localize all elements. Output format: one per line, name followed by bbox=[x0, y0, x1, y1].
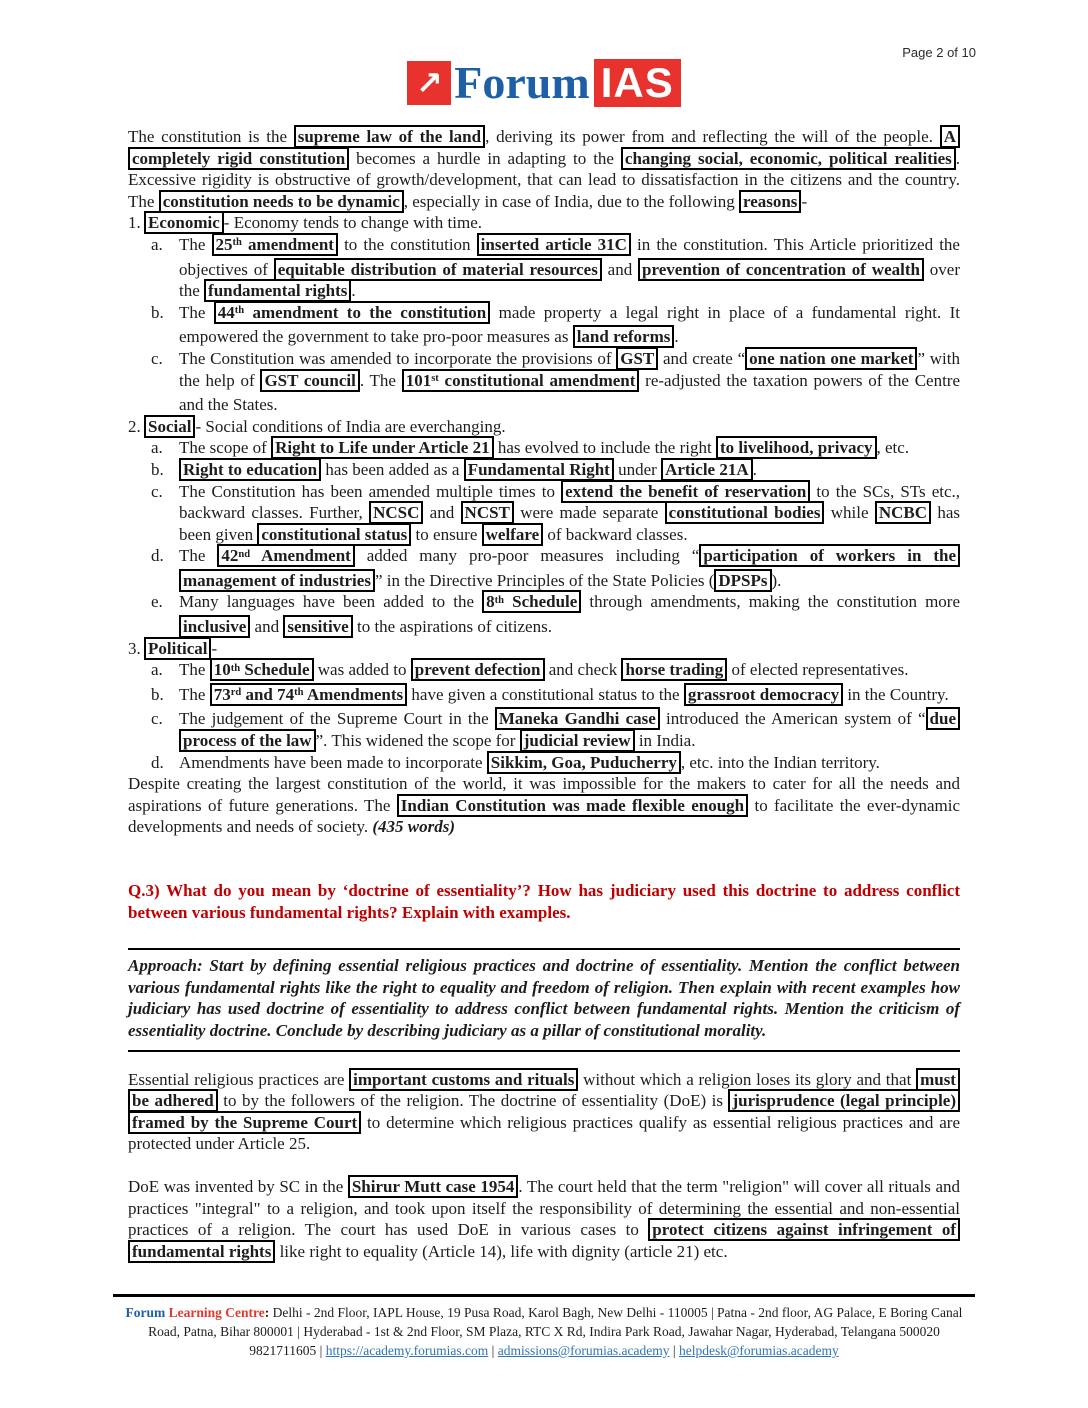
footer-link-website[interactable]: https://academy.forumias.com bbox=[325, 1343, 489, 1358]
highlight-box: supreme law of the land bbox=[294, 125, 485, 148]
text-segment: Essential religious practices are bbox=[128, 1069, 350, 1089]
text-segment: - Economy tends to change with time. bbox=[223, 213, 483, 233]
highlight-box: Indian Constitution was made flexible enough bbox=[397, 794, 748, 817]
text-segment: to the constitution bbox=[337, 234, 477, 254]
highlight-box: grassroot democracy bbox=[684, 683, 843, 706]
list-item-text bbox=[179, 302, 960, 348]
text-segment: The scope of bbox=[179, 438, 272, 458]
text-segment: The judgement of the Supreme Court in the bbox=[179, 709, 495, 729]
text-segment: The constitution is the bbox=[128, 127, 294, 146]
text-segment: The Constitution was amended to incorporate the provisions of bbox=[179, 348, 617, 368]
highlight-box: land reforms bbox=[573, 325, 675, 348]
list-item bbox=[128, 302, 960, 348]
highlight-box: Social bbox=[144, 415, 195, 438]
section-heading bbox=[144, 212, 960, 234]
text-segment: in the Country. bbox=[843, 684, 949, 704]
text-segment: re-adjusted the taxation powers of the Centre and the States. bbox=[179, 370, 961, 415]
highlight-box: DPSPs bbox=[714, 569, 771, 592]
list-item-marker: d. bbox=[151, 546, 164, 566]
text-segment: and check bbox=[544, 660, 622, 680]
text-segment: | bbox=[316, 1343, 326, 1358]
text-segment: Amendments have been made to incorporate bbox=[179, 752, 487, 772]
text-segment: DoE was invented by SC in the bbox=[128, 1176, 348, 1196]
answer-paragraph-1 bbox=[128, 1069, 960, 1155]
footer bbox=[113, 1294, 975, 1360]
highlight-box: one nation one market bbox=[745, 347, 917, 370]
text-segment: in India. bbox=[634, 731, 696, 751]
section-number: 3. bbox=[128, 638, 141, 658]
footer-brand-learning-centre: Learning Centre bbox=[165, 1305, 265, 1320]
text-segment: of backward classes. bbox=[543, 524, 688, 544]
text-segment: without which a religion loses its glory and that bbox=[578, 1069, 917, 1089]
text-segment: to ensure bbox=[411, 524, 482, 544]
list-item bbox=[128, 437, 960, 459]
text-segment: 9821711605 bbox=[249, 1343, 317, 1358]
text-segment: , etc. bbox=[876, 438, 910, 458]
approach-box: Approach: Start by defining essential religious practices and doctrine of essentiality. Mention the conflict between various fundamental rights like the right to equality and freedom of religion. Then explain with recent examples how judiciary has used doctrine of essentiality to address conflict between fundamental rights. Mention the criticism of essentiality doctrine. Conclude by describing judiciary as a pillar of constitutional morality. bbox=[128, 948, 960, 1051]
text-segment: , especially in case of India, due to the following bbox=[403, 191, 739, 211]
section-heading bbox=[144, 416, 960, 438]
list-item-marker: b. bbox=[151, 459, 164, 479]
text-segment: - bbox=[801, 191, 808, 211]
highlight-box: Political bbox=[144, 637, 211, 660]
text-segment: , etc. into the Indian territory. bbox=[680, 752, 880, 772]
highlight-box: A completely rigid constitution bbox=[128, 125, 960, 170]
text-segment: . bbox=[674, 327, 679, 347]
list-item-text bbox=[179, 708, 960, 751]
highlight-box: GST council bbox=[260, 369, 359, 392]
highlight-box: constitution needs to be dynamic bbox=[159, 190, 404, 213]
list-item bbox=[128, 459, 960, 481]
highlight-box: constitutional bodies bbox=[665, 501, 825, 524]
highlight-box: sensitive bbox=[283, 615, 352, 638]
highlight-box: NCST bbox=[461, 501, 514, 524]
highlight-box: 25th amendment bbox=[212, 233, 338, 256]
list-item-text bbox=[179, 545, 960, 591]
text-segment: The bbox=[179, 234, 212, 254]
highlight-box: due process of the law bbox=[179, 707, 960, 752]
highlight-box: Maneka Gandhi case bbox=[495, 707, 660, 730]
text-segment: introduced the American system of “ bbox=[659, 709, 926, 729]
text-segment: . bbox=[752, 459, 757, 479]
text-segment: , deriving its power from and reflecting the will of the people. bbox=[485, 127, 940, 146]
highlight-box: Sikkim, Goa, Puducherry bbox=[487, 751, 681, 774]
text-segment: | bbox=[669, 1343, 679, 1358]
list-item-text bbox=[179, 684, 960, 709]
text-segment: The bbox=[179, 546, 218, 566]
list-item bbox=[128, 752, 960, 774]
section-heading-row bbox=[128, 416, 960, 438]
text-segment: and create “ bbox=[658, 348, 746, 368]
highlight-box: extend the benefit of reservation bbox=[561, 480, 810, 503]
section-political bbox=[128, 638, 960, 774]
list-item bbox=[128, 684, 960, 709]
highlight-box: NCSC bbox=[369, 501, 423, 524]
text-segment: Delhi - 2nd Floor, IAPL House, 19 Pusa Road, Karol Bagh, New Delhi - 110005 | Patna - 2nd floor, AG Palace, E Boring Canal Road, Patna, Bihar 800001 | Hyderabad - 1st & 2nd Floor, SM Plaza, RTC X Rd, Indira Park Road, Jawahar Nagar, Hyderabad, Telangana 500020 bbox=[148, 1305, 963, 1339]
list-item-text bbox=[179, 659, 960, 684]
text-segment: and bbox=[250, 617, 284, 637]
text-segment: over the bbox=[179, 259, 960, 301]
highlight-box: 101st constitutional amendment bbox=[402, 369, 640, 392]
text-segment: to facilitate the ever-dynamic developments and needs of society. bbox=[128, 795, 961, 837]
text-segment: and bbox=[601, 259, 639, 279]
text-segment: to the aspirations of citizens. bbox=[352, 617, 552, 637]
highlight-box: horse trading bbox=[621, 658, 727, 681]
text-segment: and bbox=[423, 503, 461, 523]
closing-paragraph bbox=[128, 773, 960, 838]
highlight-box: 73rd and 74th Amendments bbox=[210, 683, 407, 706]
highlight-box: judicial review bbox=[520, 729, 635, 752]
text-segment: while bbox=[824, 503, 875, 523]
text-segment: to by the followers of the religion. The doctrine of essentiality (DoE) is bbox=[217, 1091, 729, 1111]
list-item-text bbox=[179, 459, 960, 481]
text-segment: added many pro-poor measures including “ bbox=[354, 546, 700, 566]
list-item bbox=[128, 545, 960, 591]
list-item-text bbox=[179, 752, 960, 774]
list-item-marker: d. bbox=[151, 752, 164, 772]
logo-text-forum: Forum bbox=[454, 57, 590, 108]
highlight-box: 8th Schedule bbox=[482, 590, 581, 613]
text-segment: Despite creating the largest constitution of the world, it was impossible for the makers to cater for all the needs and aspirations of future generations. The bbox=[128, 774, 960, 815]
text-segment: | bbox=[488, 1343, 498, 1358]
highlight-box: Economic bbox=[144, 211, 224, 234]
highlight-box: 42nd Amendment bbox=[217, 544, 354, 567]
text-segment: ”. This widened the scope for bbox=[315, 731, 520, 751]
list-item-text bbox=[179, 234, 960, 302]
text-segment: made property a legal right in place of a fundamental right. It empowered the government to take pro-poor measures as bbox=[179, 302, 961, 347]
text-segment: . The bbox=[359, 370, 402, 390]
list-item-marker: c. bbox=[151, 481, 163, 501]
highlight-box: NCBC bbox=[875, 501, 931, 524]
section-social bbox=[128, 416, 960, 638]
list-item-marker: a. bbox=[151, 438, 163, 458]
list-item bbox=[128, 591, 960, 637]
highlight-box: protect citizens against infringement of fundamental rights bbox=[128, 1218, 960, 1263]
text-segment: ” with the help of bbox=[179, 348, 960, 390]
list-item bbox=[128, 708, 960, 751]
text-segment: : bbox=[264, 1305, 273, 1320]
highlight-box: welfare bbox=[482, 523, 544, 546]
text-segment: has evolved to include the right bbox=[493, 438, 716, 458]
text-segment: to the SCs, STs etc., backward classes. Further, bbox=[179, 481, 961, 523]
highlight-box: to livelihood, privacy bbox=[716, 436, 877, 459]
question-text: Q.3) What do you mean by ‘doctrine of essentiality’? How has judiciary used this doctrine to address conflict between various fundamental rights? Explain with examples. bbox=[128, 881, 960, 922]
text-segment: The bbox=[179, 684, 210, 704]
text-segment: like right to equality (Article 14), life with dignity (article 21) etc. bbox=[275, 1241, 728, 1261]
list-item-marker: c. bbox=[151, 709, 163, 729]
text-segment: to determine which religious practices qualify as essential religious practices and are protected under Article 25. bbox=[128, 1112, 960, 1154]
text-segment: . The court held that the term "religion" will cover all rituals and practices "integral" to a religion, and took upon itself the responsibility of determining the essential and non-essential practices of a religion. The court has used DoE in various cases to bbox=[128, 1176, 961, 1240]
text-segment: through amendments, making the constitution more bbox=[581, 592, 960, 612]
logo-text-ias: IAS bbox=[594, 59, 681, 107]
list-item-text bbox=[179, 348, 960, 416]
highlight-box: participation of workers in the management of industries bbox=[179, 544, 960, 592]
highlight-box: inclusive bbox=[179, 615, 250, 638]
text-segment: has been given bbox=[179, 503, 960, 544]
highlight-box: prevention of concentration of wealth bbox=[638, 258, 924, 281]
highlight-box: must be adhered bbox=[128, 1068, 960, 1113]
intro-paragraph bbox=[128, 126, 960, 212]
list-item bbox=[128, 481, 960, 546]
list-item-marker: a. bbox=[151, 660, 163, 680]
highlight-box: changing social, economic, political realities bbox=[621, 147, 956, 170]
section-heading bbox=[144, 638, 960, 660]
highlight-box: fundamental rights bbox=[204, 279, 351, 302]
section-heading-row bbox=[128, 212, 960, 234]
highlight-box: equitable distribution of material resources bbox=[274, 258, 602, 281]
page-content bbox=[0, 126, 1088, 1262]
section-number: 2. bbox=[128, 416, 141, 436]
text-segment: . bbox=[351, 281, 356, 301]
text-segment: The bbox=[179, 660, 210, 680]
highlight-box: Article 21A bbox=[661, 458, 753, 481]
text-segment: . Excessive rigidity is obstructive of growth/development, that can lead to dissatisfaction in the citizens and the country. The bbox=[128, 148, 960, 211]
text-segment: have given a constitutional status to the bbox=[407, 684, 684, 704]
footer-brand-forum: Forum bbox=[125, 1305, 166, 1320]
highlight-box: 10th Schedule bbox=[210, 658, 314, 681]
text-segment: ” in the Directive Principles of the State Policies ( bbox=[374, 570, 715, 590]
highlight-box: important customs and rituals bbox=[349, 1068, 578, 1091]
text-segment: The bbox=[179, 302, 214, 322]
text-segment: Many languages have been added to the bbox=[179, 592, 483, 612]
highlight-box: inserted article 31C bbox=[477, 233, 631, 256]
text-segment: in the constitution. This Article prioritized the objectives of bbox=[179, 234, 960, 279]
list-item-marker: e. bbox=[151, 592, 163, 612]
section-heading-row bbox=[128, 638, 960, 660]
text-segment: (435 words) bbox=[372, 817, 456, 837]
highlight-box: reasons bbox=[739, 190, 801, 213]
footer-link-helpdesk-email[interactable]: helpdesk@forumias.academy bbox=[678, 1343, 839, 1358]
text-segment: The Constitution has been amended multiple times to bbox=[179, 481, 562, 501]
highlight-box: GST bbox=[616, 347, 658, 370]
highlight-box: Right to education bbox=[179, 458, 321, 481]
list-item-marker: a. bbox=[151, 234, 163, 254]
highlight-box: constitutional status bbox=[257, 523, 411, 546]
text-segment: under bbox=[613, 459, 662, 479]
list-item bbox=[128, 234, 960, 302]
list-item-text bbox=[179, 437, 960, 459]
highlight-box: jurisprudence (legal principle) framed by the Supreme Court bbox=[128, 1089, 960, 1134]
text-segment: has been added as a bbox=[321, 459, 464, 479]
logo-arrow-icon: ↗ bbox=[407, 61, 451, 105]
list-item bbox=[128, 659, 960, 684]
list-item bbox=[128, 348, 960, 416]
section-number: 1. bbox=[128, 213, 141, 233]
page-number: Page 2 of 10 bbox=[902, 45, 976, 60]
forumias-logo bbox=[0, 58, 1088, 108]
list-item-marker: b. bbox=[151, 302, 164, 322]
text-segment: - bbox=[211, 638, 218, 658]
highlight-box: 44th amendment to the constitution bbox=[214, 301, 490, 324]
section-economic bbox=[128, 212, 960, 415]
highlight-box: prevent defection bbox=[411, 658, 545, 681]
answer-paragraph-2 bbox=[128, 1176, 960, 1262]
text-segment: were made separate bbox=[513, 503, 665, 523]
text-segment: becomes a hurdle in adapting to the bbox=[349, 148, 621, 168]
highlight-box: Fundamental Right bbox=[464, 458, 614, 481]
list-item-text bbox=[179, 591, 960, 637]
text-segment: was added to bbox=[313, 660, 411, 680]
highlight-box: Shirur Mutt case 1954 bbox=[348, 1175, 519, 1198]
text-segment: ). bbox=[771, 570, 782, 590]
footer-link-admissions-email[interactable]: admissions@forumias.academy bbox=[497, 1343, 670, 1358]
list-item-marker: c. bbox=[151, 348, 163, 368]
list-item-text bbox=[179, 481, 960, 546]
text-segment: of elected representatives. bbox=[727, 660, 909, 680]
highlight-box: Right to Life under Article 21 bbox=[271, 436, 494, 459]
text-segment: - Social conditions of India are everchanging. bbox=[195, 416, 506, 436]
list-item-marker: b. bbox=[151, 684, 164, 704]
